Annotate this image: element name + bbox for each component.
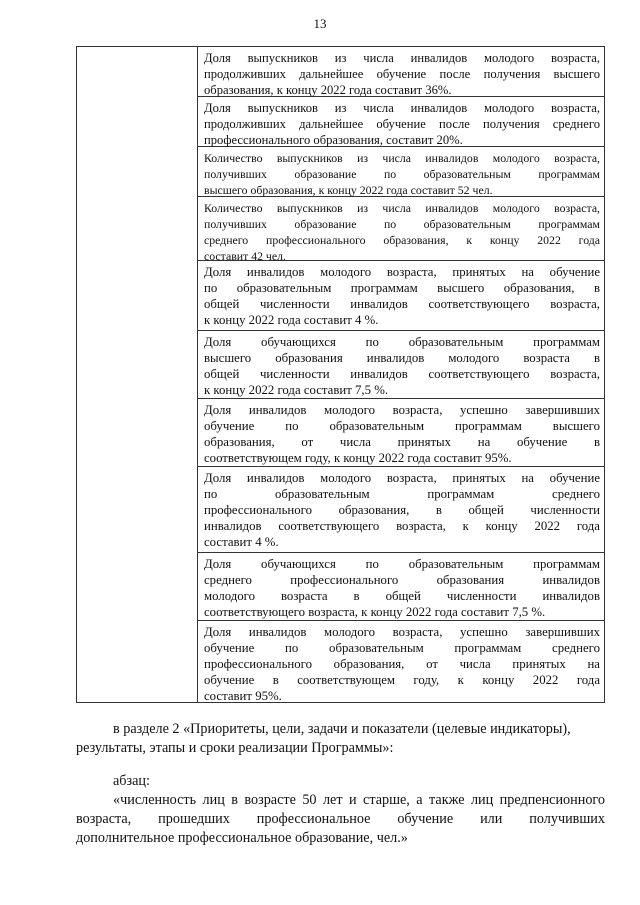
- abzac-label: абзац:: [113, 773, 150, 789]
- cell-line: по образовательным программам среднего: [204, 487, 600, 501]
- paragraph-line: дополнительное профессиональное образование, чел.»: [76, 830, 408, 846]
- indicators-table: [76, 46, 605, 703]
- table-cell: [198, 331, 604, 399]
- cell-line: по образовательным программам высшего образования, в: [204, 281, 600, 295]
- cell-line: обучение в соответствующем году, к концу 2022 года: [204, 673, 600, 687]
- table-cell: [198, 47, 604, 97]
- cell-line: инвалидов соответствующего возраста, к концу 2022 года: [204, 519, 600, 533]
- cell-line: обучение по образовательным программам высшего: [204, 419, 600, 433]
- cell-line: Доля инвалидов молодого возраста, успешно завершивших: [204, 625, 600, 639]
- cell-line: профессионального образования, составит 20%.: [204, 133, 463, 147]
- cell-line: к концу 2022 года составит 7,5 %.: [204, 383, 389, 397]
- table-cell: [198, 621, 604, 703]
- cell-line: продолживших дальнейшее обучение после получения высшего: [204, 67, 600, 81]
- cell-line: Доля инвалидов молодого возраста, принятых на обучение: [204, 471, 600, 485]
- cell-line: профессионального образования, в общей численности: [204, 503, 600, 517]
- cell-line: соответствующем году, к концу 2022 года составит 95%.: [204, 451, 512, 465]
- paragraph-line: результаты, этапы и сроки реализации Программы»:: [76, 740, 394, 756]
- cell-line: составит 95%.: [204, 689, 282, 703]
- table-cell: [198, 147, 604, 197]
- table-cell: [198, 97, 604, 147]
- cell-line: продолживших дальнейшее обучение после получения среднего: [204, 117, 600, 131]
- cell-line: Доля выпускников из числа инвалидов молодого возраста,: [204, 51, 600, 65]
- cell-line: Доля инвалидов молодого возраста, принятых на обучение: [204, 265, 600, 279]
- table-left-column: [77, 47, 198, 702]
- cell-line: составит 42 чел.: [204, 249, 286, 263]
- table-cell: [198, 261, 604, 331]
- table-cell: [198, 399, 604, 467]
- cell-line: получивших образование по образовательным программам: [204, 167, 600, 181]
- page-number: 13: [313, 16, 327, 31]
- cell-line: соответствующего возраста, к концу 2022 года составит 7,5 %.: [204, 605, 546, 619]
- cell-line: общей численности инвалидов соответствующего возраста,: [204, 297, 600, 311]
- cell-line: к концу 2022 года составит 4 %.: [204, 313, 379, 327]
- cell-line: высшего образования инвалидов молодого возраста в: [204, 351, 600, 365]
- cell-line: образования, от числа принятых на обучение в: [204, 435, 600, 449]
- cell-line: общей численности инвалидов соответствующего возраста,: [204, 367, 600, 381]
- quote-paragraph: [76, 791, 605, 848]
- cell-line: молодого возраста в общей численности инвалидов: [204, 589, 600, 603]
- paragraph-line: в разделе 2 «Приоритеты, цели, задачи и показатели (целевые индикаторы),: [113, 721, 571, 737]
- cell-line: Доля выпускников из числа инвалидов молодого возраста,: [204, 101, 600, 115]
- cell-line: профессионального образования, от числа принятых на: [204, 657, 600, 671]
- cell-line: Доля обучающихся по образовательным программам: [204, 557, 600, 571]
- table-cell: [198, 197, 604, 261]
- cell-line: Количество выпускников из числа инвалидов молодого возраста,: [204, 201, 600, 215]
- cell-line: составит 4 %.: [204, 535, 279, 549]
- section-paragraph: [76, 720, 605, 758]
- cell-line: получивших образование по образовательным программам: [204, 217, 600, 231]
- cell-line: обучение по образовательным программам среднего: [204, 641, 600, 655]
- cell-line: среднего профессионального образования, к концу 2022 года: [204, 233, 600, 247]
- table-right-column: [198, 47, 604, 702]
- cell-line: образования, к концу 2022 года составит 36%.: [204, 83, 452, 97]
- table-cell: [198, 467, 604, 553]
- cell-line: Доля обучающихся по образовательным программам: [204, 335, 600, 349]
- cell-line: Доля инвалидов молодого возраста, успешно завершивших: [204, 403, 600, 417]
- cell-line: среднего профессионального образования инвалидов: [204, 573, 600, 587]
- cell-line: высшего образования, к концу 2022 года составит 52 чел.: [204, 183, 493, 197]
- paragraph-line: возраста, прошедших профессиональное обучение или получивших: [76, 811, 605, 827]
- table-cell: [198, 553, 604, 621]
- cell-line: Количество выпускников из числа инвалидов молодого возраста,: [204, 151, 600, 165]
- paragraph-line: «численность лиц в возрасте 50 лет и старше, а также лиц предпенсионного: [113, 792, 605, 808]
